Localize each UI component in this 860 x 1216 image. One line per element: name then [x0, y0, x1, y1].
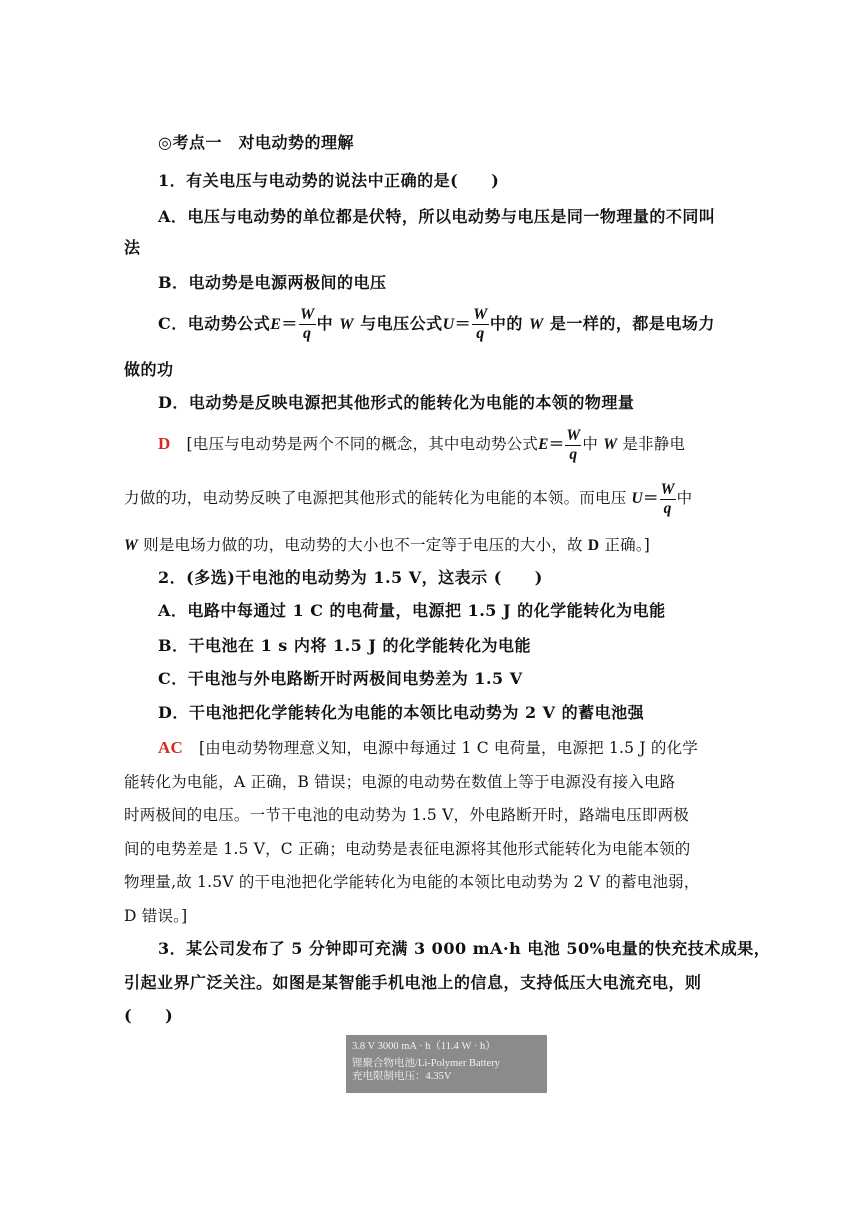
question-2-explanation-line-6: D 错误。] [124, 907, 188, 925]
battery-type-line: 锂聚合物电池/Li-Polymer Battery [352, 1058, 500, 1069]
question-1-explanation-line-3: W 则是电场力做的功，电动势的大小也不一定等于电压的大小，故 D 正确。] [124, 536, 651, 554]
battery-spec-line: 3.8 V 3000 mA · h（11.4 W · h） [352, 1041, 496, 1052]
section-title: ◎考点一 对电动势的理解 [158, 133, 354, 152]
question-1-option-a-line-2: 法 [124, 238, 141, 257]
question-2-explanation-line-3: 时两极间的电压。一节干电池的电动势为 1.5 V，外电路断开时，路端电压即两极 [124, 806, 690, 824]
question-1-option-c-line-2: 做的功 [124, 360, 174, 379]
question-2-explanation-line-1: AC [由电动势物理意义知，电源中每通过 1 C 电荷量，电源把 1.5 J 的化学 [158, 738, 698, 757]
question-1-option-c-line-1: C．电动势公式E＝ $\frac{W}{q}$ 中 W 与电压公式U＝ $\frac{W}{q}$ 中的 W 是一样的，都是电场力 [158, 306, 715, 342]
question-1-option-a-line-1: A．电压与电动势的单位都是伏特，所以电动势与电压是同一物理量的不同叫 [158, 207, 716, 226]
question-3-stem-line-2: 引起业界广泛关注。如图是某智能手机电池上的信息，支持低压大电流充电，则 [124, 973, 702, 992]
question-1-option-b: B．电动势是电源两极间的电压 [158, 273, 387, 292]
question-2-explanation-line-5: 物理量,故 1.5V 的干电池把化学能转化为电能的本领比电动势为 2 V 的蓄电池弱， [124, 873, 700, 891]
question-3-stem-line-3: ( ) [124, 1006, 174, 1025]
question-2-option-b: B．干电池在 1 s 内将 1.5 J 的化学能转化为电能 [158, 636, 531, 655]
battery-limit-voltage-line: 充电限制电压：4.35V [352, 1071, 452, 1082]
question-2-option-a: A．电路中每通过 1 C 的电荷量，电源把 1.5 J 的化学能转化为电能 [158, 601, 666, 620]
question-1-explanation-line-2: 力做的功，电动势反映了电源把其他形式的能转化为电能的本领。而电压 U＝ $\frac{W}{q}$ 中 [124, 480, 693, 517]
question-3-stem-line-1: 3．某公司发布了 5 分钟即可充满 3 000 mA·h 电池 50%电量的快充技术成果， [158, 939, 771, 958]
question-1-stem: 1．有关电压与电动势的说法中正确的是( ) [158, 171, 500, 190]
fraction-w-over-q: $\frac{W}{q}$ [660, 480, 675, 517]
fraction-w-over-q: $\frac{W}{q}$ [299, 306, 315, 342]
fraction-w-over-q: $\frac{W}{q}$ [566, 426, 581, 463]
question-1-explanation-line-1: D [电压与电动势是两个不同的概念，其中电动势公式E＝ $\frac{W}{q}$ 中 W 是非静电 [158, 426, 686, 463]
question-1-option-d: D．电动势是反映电源把其他形式的能转化为电能的本领的物理量 [158, 393, 635, 412]
question-2-stem: 2．(多选)干电池的电动势为 1.5 V，这表示 ( ) [158, 568, 543, 587]
question-2-explanation-line-4: 间的电势差是 1.5 V，C 正确；电动势是表征电源将其他形式能转化为电能本领的 [124, 840, 691, 858]
answer-key: D [158, 434, 171, 453]
question-2-explanation-line-2: 能转化为电能，A 正确，B 错误；电源的电动势在数值上等于电源没有接入电路 [124, 773, 676, 791]
answer-key: AC [158, 738, 183, 757]
battery-label-image [346, 1035, 547, 1093]
question-2-option-c: C．干电池与外电路断开时两极间电势差为 1.5 V [158, 669, 523, 688]
question-2-option-d: D．干电池把化学能转化为电能的本领比电动势为 2 V 的蓄电池强 [158, 703, 645, 722]
fraction-w-over-q: $\frac{W}{q}$ [473, 306, 488, 342]
